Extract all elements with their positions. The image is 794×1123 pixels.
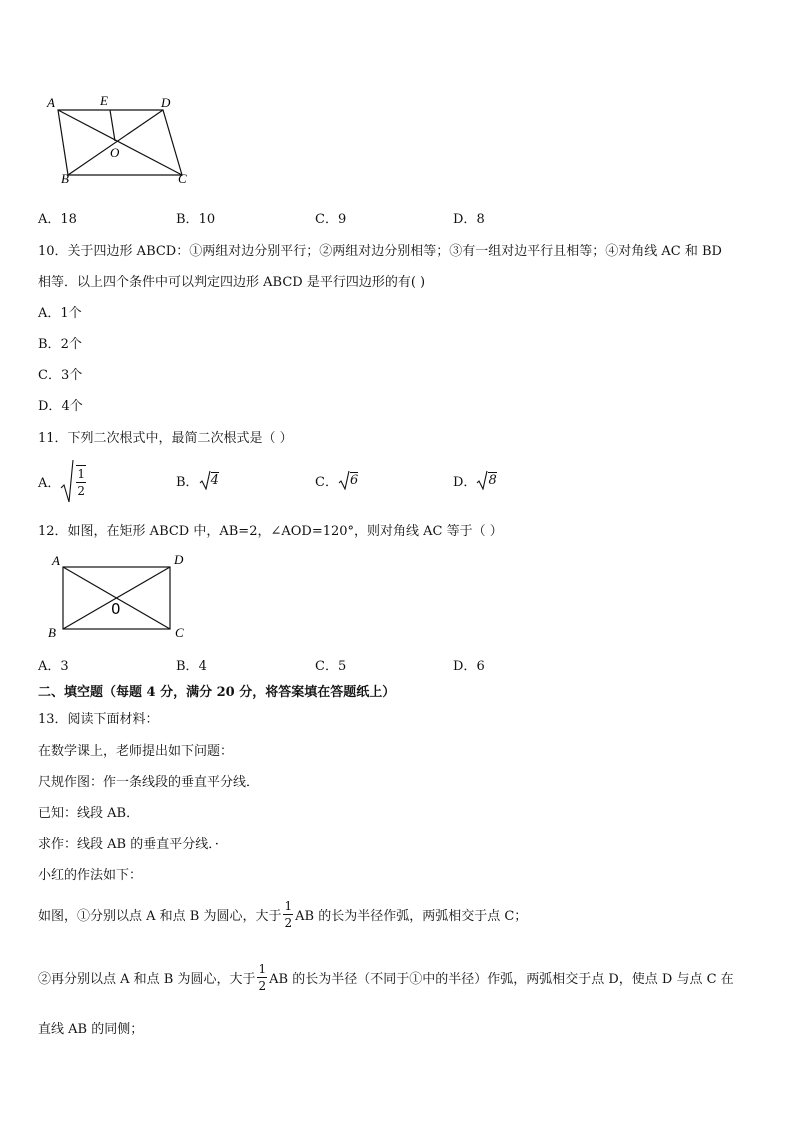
sqrt-sign-icon	[199, 470, 211, 490]
q13-line: 小红的作法如下：	[38, 868, 143, 883]
q13-step1: 如图，①分别以点 A 和点 B 为圆心，大于 $\frac{1}{2}$ AB 的长为半径作弧，两弧相交于点 C；	[38, 899, 528, 930]
sqrt-sign-icon	[60, 458, 74, 504]
q13-line: 13．阅读下面材料：	[38, 712, 159, 727]
label-B: B	[48, 625, 56, 640]
q13-line: 尺规作图：作一条线段的垂直平分线．	[38, 775, 260, 790]
q10-option-d[interactable]: D．4个	[38, 399, 83, 414]
q13-line: 在数学课上，老师提出如下问题：	[38, 744, 234, 759]
q11-option-a[interactable]: A． $\frac{1}{2}$	[38, 458, 88, 504]
q10-option-b[interactable]: B．2个	[38, 337, 82, 352]
label-C: C	[175, 625, 184, 640]
q10-option-a[interactable]: A．1个	[38, 306, 82, 321]
q11-option-c[interactable]: C． 6	[315, 470, 358, 490]
radicand-6: 6	[349, 473, 359, 488]
label-O: O	[110, 145, 120, 160]
q12-stem: 12．如图，在矩形 ABCD 中，AB=2，∠AOD=120°，则对角线 AC 等于（ ）	[38, 524, 503, 539]
label-O: 0	[111, 600, 121, 618]
q13-line: 求作：线段 AB 的垂直平分线．·	[38, 837, 219, 852]
q9-option-d[interactable]: D．8	[453, 212, 485, 227]
q10-option-c[interactable]: C．3个	[38, 368, 83, 383]
sqrt-one-half: $\frac{1}{2}$	[77, 467, 86, 498]
label-A: A	[52, 553, 60, 568]
q11-stem: 11．下列二次根式中，最简二次根式是（ ）	[38, 431, 293, 446]
sqrt-sign-icon	[338, 470, 350, 490]
label-E: E	[100, 93, 108, 108]
label-A: A	[47, 95, 55, 110]
label-C: C	[178, 171, 187, 186]
rectangle-figure	[40, 550, 210, 640]
radicand-8: 8	[488, 473, 497, 488]
q12-option-a[interactable]: A．3	[38, 659, 69, 674]
section-heading: 二、填空题（每题 4 分，满分 20 分，将答案填在答题纸上）	[38, 685, 396, 700]
q10-stem-line2: 相等．以上四个条件中可以判定四边形 ABCD 是平行四边形的有( )	[38, 275, 426, 290]
label-D: D	[174, 552, 184, 567]
q11-option-b[interactable]: B． 4	[176, 470, 219, 490]
q9-option-b[interactable]: B．10	[176, 212, 216, 227]
fraction-one-half: $\frac{1}{2}$	[284, 899, 293, 930]
radicand-4: 4	[210, 473, 219, 488]
parallelogram-figure	[40, 92, 240, 192]
q11-option-d[interactable]: D． 8	[453, 470, 497, 490]
label-D: D	[161, 95, 171, 110]
fraction-one-half: $\frac{1}{2}$	[258, 962, 267, 993]
q9-option-a[interactable]: A．18	[38, 212, 77, 227]
label-B: B	[61, 171, 69, 186]
q9-option-c[interactable]: C．9	[315, 212, 347, 227]
q13-step2-continued: 直线 AB 的同侧；	[38, 1022, 144, 1037]
q13-step2: ②再分别以点 A 和点 B 为圆心，大于 $\frac{1}{2}$ AB 的长为半径（不同于①中的半径）作弧，两弧相交于点 D，使点 D 与点 C 在	[38, 962, 734, 993]
sqrt-sign-icon	[476, 470, 488, 490]
q13-line: 已知：线段 AB．	[38, 806, 140, 821]
q12-option-d[interactable]: D．6	[453, 659, 485, 674]
q12-option-b[interactable]: B．4	[176, 659, 207, 674]
q10-stem-line1: 10．关于四边形 ABCD：①两组对边分别平行；②两组对边分别相等；③有一组对边平行且相等；④对角线 AC 和 BD	[38, 244, 722, 259]
q12-option-c[interactable]: C．5	[315, 659, 347, 674]
